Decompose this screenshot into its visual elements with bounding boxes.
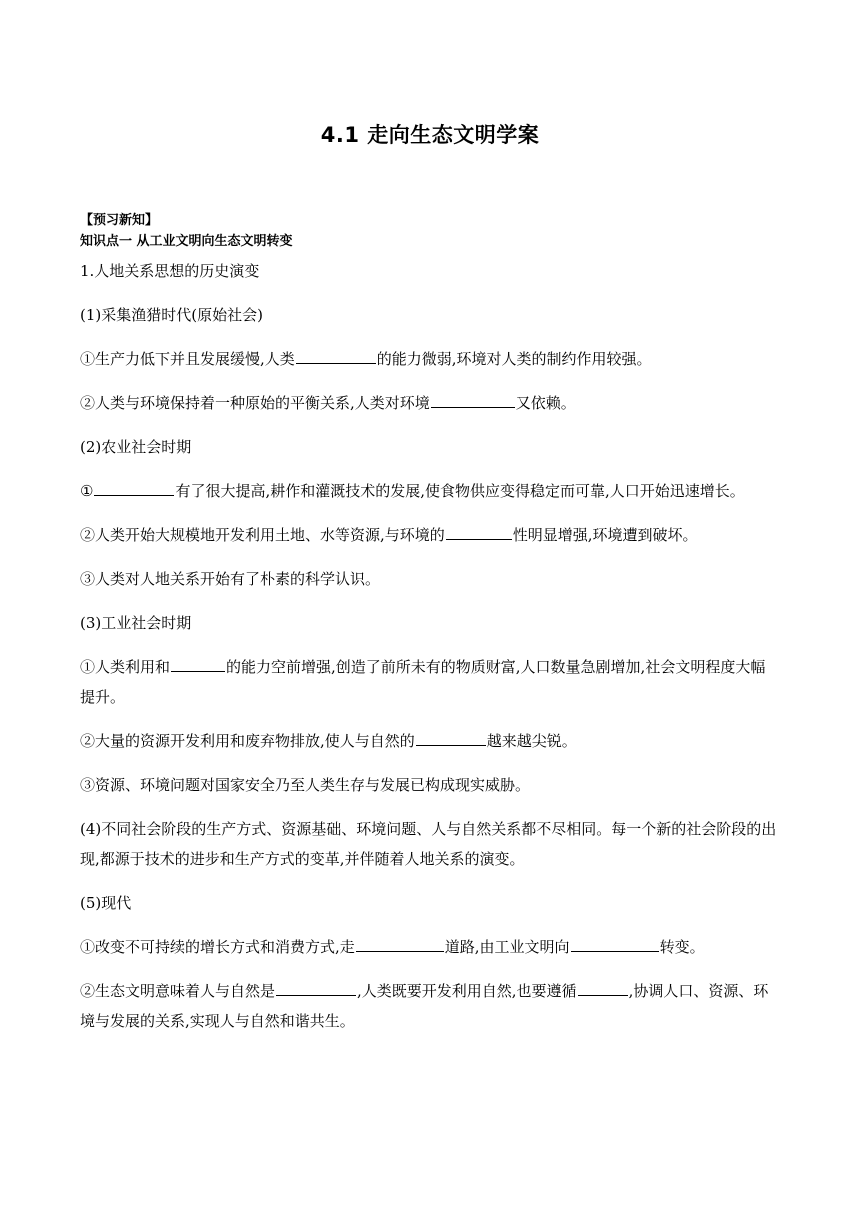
subheading-industrial: (3)工业社会时期 [80,614,192,632]
subheading-agriculture: (2)农业社会时期 [80,438,192,456]
page-title: 4.1 走向生态文明学案 [320,123,540,147]
item-hunting-1: ①生产力低下并且发展缓慢,人类 的能力微弱,环境对人类的制约作用较强。 [80,344,780,374]
fill-blank[interactable] [571,935,659,952]
subheading-modern: (5)现代 [80,894,132,912]
knowledge-point-heading: 知识点一 从工业文明向生态文明转变 [80,234,293,249]
item-agriculture-3: ③人类对人地关系开始有了朴素的科学认识。 [80,570,381,588]
item-industrial-3: ③资源、环境问题对国家安全乃至人类生存与发展已构成现实威胁。 [80,776,531,794]
fill-blank[interactable] [431,391,515,408]
subheading-hunting-era: (1)采集渔猎时代(原始社会) [80,306,263,324]
paragraph-social-stages: (4)不同社会阶段的生产方式、资源基础、环境问题、人与自然关系都不尽相同。每一个新的社会阶段的出现,都源于技术的进步和生产方式的变革,并伴随着人地关系的演变。 [80,820,777,868]
fill-blank[interactable] [356,935,444,952]
item-industrial-2: ②大量的资源开发利用和废弃物排放,使人与自然的 越来越尖锐。 [80,726,780,756]
section-heading: 【预习新知】 [80,213,159,228]
document-content [80,212,780,1036]
fill-blank[interactable] [446,523,512,540]
fill-blank[interactable] [171,655,225,672]
item-hunting-2: ②人类与环境保持着一种原始的平衡关系,人类对环境 又依赖。 [80,388,780,418]
item-agriculture-1: ① 有了很大提高,耕作和灌溉技术的发展,使食物供应变得稳定而可靠,人口开始迅速增长。 [80,476,780,506]
fill-blank[interactable] [94,479,174,496]
item-modern-1: ①改变不可持续的增长方式和消费方式,走 道路,由工业文明向 转变。 [80,932,780,962]
item-modern-2: ②生态文明意味着人与自然是 ,人类既要开发利用自然,也要遵循 ,协调人口、资源、环境与发展的关系,实现人与自然和谐共生。 [80,976,780,1036]
fill-blank[interactable] [276,979,356,996]
heading-history: 1.人地关系思想的历史演变 [80,262,260,280]
item-industrial-1: ①人类利用和 的能力空前增强,创造了前所未有的物质财富,人口数量急剧增加,社会文明程度大幅提升。 [80,652,780,712]
item-agriculture-2: ②人类开始大规模地开发利用土地、水等资源,与环境的 性明显增强,环境遭到破坏。 [80,520,780,550]
fill-blank[interactable] [578,979,628,996]
fill-blank[interactable] [296,347,376,364]
fill-blank[interactable] [416,729,486,746]
